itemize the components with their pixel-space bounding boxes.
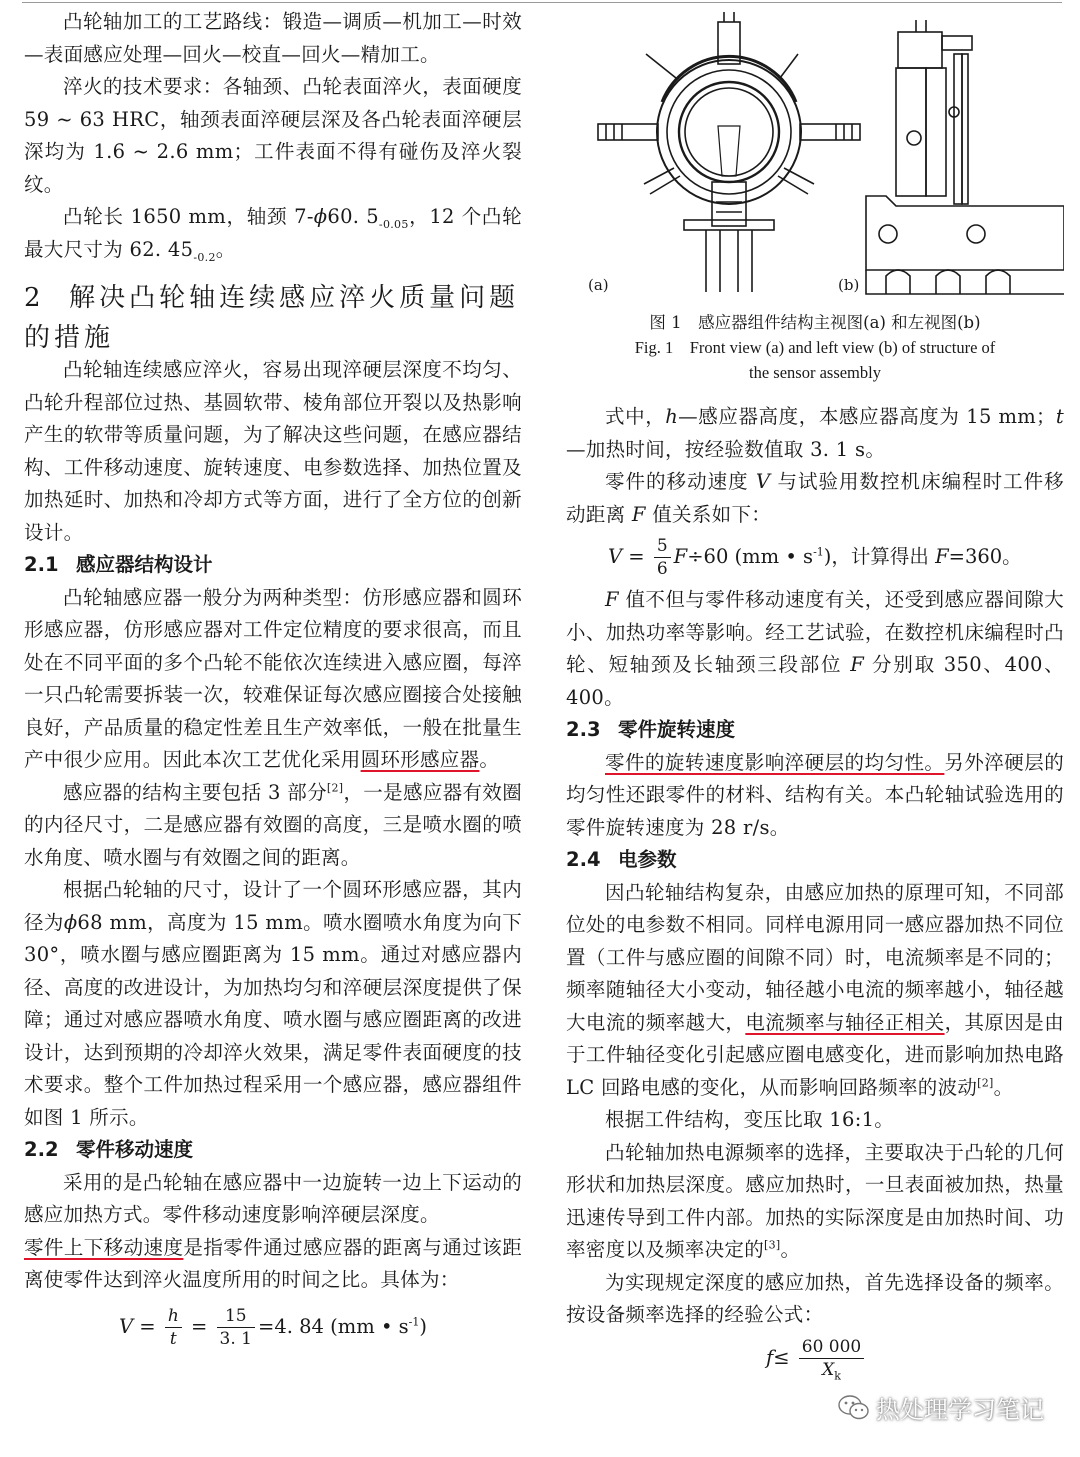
- caption-english-line-2: the sensor assembly: [749, 363, 881, 382]
- section-heading-2: 2 解决凸轮轴连续感应淬火质量问题的措施: [24, 283, 520, 353]
- paragraph-sensor-structure: 感应器的结构主要包括 3 部分[2]，一是感应器有效圈的内径尺寸，二是感应器有效圈的高度，三是喷水圈的喷水角度、喷水圈与有效圈之间的距离。: [24, 780, 522, 869]
- paragraph-variable-definitions: 式中，h—感应器高度，本感应器高度为 15 mm；t—加热时间，按经验数值取 3. 1 s。: [566, 405, 1064, 461]
- paragraph-camshaft-dimensions: 凸轮长 1650 mm，轴颈 7-ϕ60. $5_{-0.05}$，12 个凸轮最大尺寸为 62. $45_{-0.2}$。: [24, 205, 522, 264]
- paragraph-speed-definition: 零件上下移动速度是指零件通过感应器的距离与通过该距离使零件达到淬火温度所用的时间之比。具体为：: [24, 1235, 522, 1291]
- left-view-drawing: [866, 20, 1064, 294]
- underlined-ring-sensor: 圆环形感应器: [360, 748, 480, 771]
- subsection-heading-2-3: 2.3 零件旋转速度: [566, 718, 736, 741]
- subsection-heading-2-4: 2.4 电参数: [566, 848, 677, 871]
- paragraph-moving-method: 采用的是凸轮轴在感应器中一边旋转一边上下运动的感应加热方式。零件移动速度影响淬硬层深度。: [24, 1170, 522, 1226]
- paragraph-F-values: F 值不但与零件移动速度有关，还受到感应器间隙大小、加热功率等影响。经工艺试验，在数控机床编程时凸轮、短轴颈及长轴颈三段部位 F 分别取 350、400、400。: [566, 588, 1064, 709]
- sensor-assembly-drawing: [566, 6, 1064, 302]
- equation-F: V = $\frac{5}{6}$ F÷60 (mm • $s^{-1}$)，计算得出 F=360。: [608, 536, 1022, 579]
- equation-speed: V = $\frac{h}{t}$ = $\frac{15}{3. 1}$ =4. 84 (mm • $s^{-1}$): [119, 1305, 427, 1349]
- paragraph-empirical-formula: 为实现规定深度的感应加热，首先选择设备的频率。按设备频率选择的经验公式：: [566, 1270, 1064, 1326]
- wechat-icon: [838, 1394, 870, 1422]
- figure-label-a: (a): [588, 276, 609, 294]
- equation-frequency: f≤ $\frac{60 000}{X_k}$: [566, 1336, 1064, 1381]
- paragraph-quality-issues: 凸轮轴连续感应淬火，容易出现淬硬层深度不均匀、凸轮升程部位过热、基圆软带、棱角部位开裂以及热影响产生的软带等质量问题，为了解决这些问题，在感应器结构、工件移动速度、旋转速度、电参数选择、加热位置及加热延时、加热和冷却方式等方面，进行了全方位的创新设计。: [24, 358, 522, 544]
- caption-chinese: 图 1 感应器组件结构主视图(a) 和左视图(b): [649, 313, 981, 332]
- paragraph-transform-ratio: 根据工件结构，变压比取 16:1。: [605, 1108, 895, 1131]
- underlined-frequency-correlation: 电流频率与轴径正相关: [745, 1010, 945, 1034]
- subsection-heading-2-1: 2.1 感应器结构设计: [24, 553, 213, 576]
- subsection-heading-2-2: 2.2 零件移动速度: [24, 1138, 194, 1161]
- underlined-rotation-speed: 零件的旋转速度影响淬硬层的均匀性。: [605, 750, 945, 774]
- paragraph-process-route: 凸轮轴加工的工艺路线：锻造—调质—机加工—时效—表面感应处理—回火—校直—回火—精加工。: [24, 10, 522, 66]
- paragraph-frequency-selection: 凸轮轴加热电源频率的选择，主要取决于凸轮的几何形状和加热层深度。感应加热时，一旦表面被加热，热量迅速传导到工件内部。加热的实际深度是由加热时间、功率密度以及频率决定的[3]。: [566, 1140, 1064, 1261]
- paragraph-speed-F-relation: 零件的移动速度 V 与试验用数控机床编程时工件移动距离 F 值关系如下：: [566, 470, 1064, 526]
- right-column: [566, 6, 1064, 1381]
- paragraph-sensor-types: 凸轮轴感应器一般分为两种类型：仿形感应器和圆环形感应器，仿形感应器对工件定位精度的要求很高，而且处在不同平面的多个凸轮不能依次连续进入感应圈，每淬一只凸轮需要拆装一次，较难保证每次感应圈接合处接触良好，产品质量的稳定性差且生产效率低，一般在批量生产中很少应用。因此本次工艺优化采用圆环形感应器。: [24, 585, 522, 771]
- top-rule: [22, 2, 1062, 3]
- citation-3: [3]: [764, 1238, 781, 1252]
- caption-english-line-1: Fig. 1 Front view (a) and left view (b) of structure of: [634, 338, 996, 357]
- citation-2: [2]: [326, 781, 344, 794]
- paragraph-rotation-speed: 零件的旋转速度影响淬硬层的均匀性。另外淬硬层的均匀性还跟零件的材料、结构有关。本凸轮轴试验选用的零件旋转速度为 28 r/s。: [566, 750, 1064, 839]
- figure-caption: [566, 310, 1064, 385]
- front-view-drawing: [598, 12, 860, 292]
- citation-2b: [2]: [977, 1076, 994, 1089]
- underlined-moving-speed: 零件上下移动速度: [24, 1235, 184, 1259]
- watermark-text: 热处理学习笔记: [876, 1396, 1044, 1424]
- figure-1: [566, 6, 1064, 302]
- watermark: [838, 1390, 1044, 1425]
- paragraph-electrical-parameters: 因凸轮轴结构复杂，由感应加热的原理可知，不同部位处的电参数不相同。同样电源用同一感应器加热不同位置（工件与感应圈的间隙不同）时，电流频率是不同的；频率随轴径大小变动，轴径越小电流的频率越小，轴径越大电流的频率越大，电流频率与轴径正相关，其原因是由于工件轴径变化引起感应圈电感变化，进而影响加热电路 LC 回路电感的变化，从而影响回路频率的波动[2]。: [566, 880, 1064, 1099]
- paragraph-sensor-design: 根据凸轮轴的尺寸，设计了一个圆环形感应器，其内径为ϕ68 mm，高度为 15 mm。喷水圈喷水角度为向下 30°，喷水圈与感应圈距离为 15 mm。通过对感应器内径、高度的改进设计，为加热均匀和淬硬层深度提供了保障；通过对感应器喷水角度、喷水圈与感应圈距离的改进设计，达到预期的冷却淬火效果，满足零件表面硬度的技术要求。整个工件加热过程采用一个感应器，感应器组件如图 1 所示。: [24, 878, 522, 1129]
- left-column: [24, 6, 522, 1350]
- figure-label-b: (b): [838, 276, 860, 294]
- paragraph-quench-requirements: 淬火的技术要求：各轴颈、凸轮表面淬火，表面硬度 59 ~ 63 HRC，轴颈表面淬硬层深及各凸轮表面淬硬层深均为 1.6 ~ 2.6 mm；工件表面不得有碰伤及淬火裂纹。: [24, 75, 522, 196]
